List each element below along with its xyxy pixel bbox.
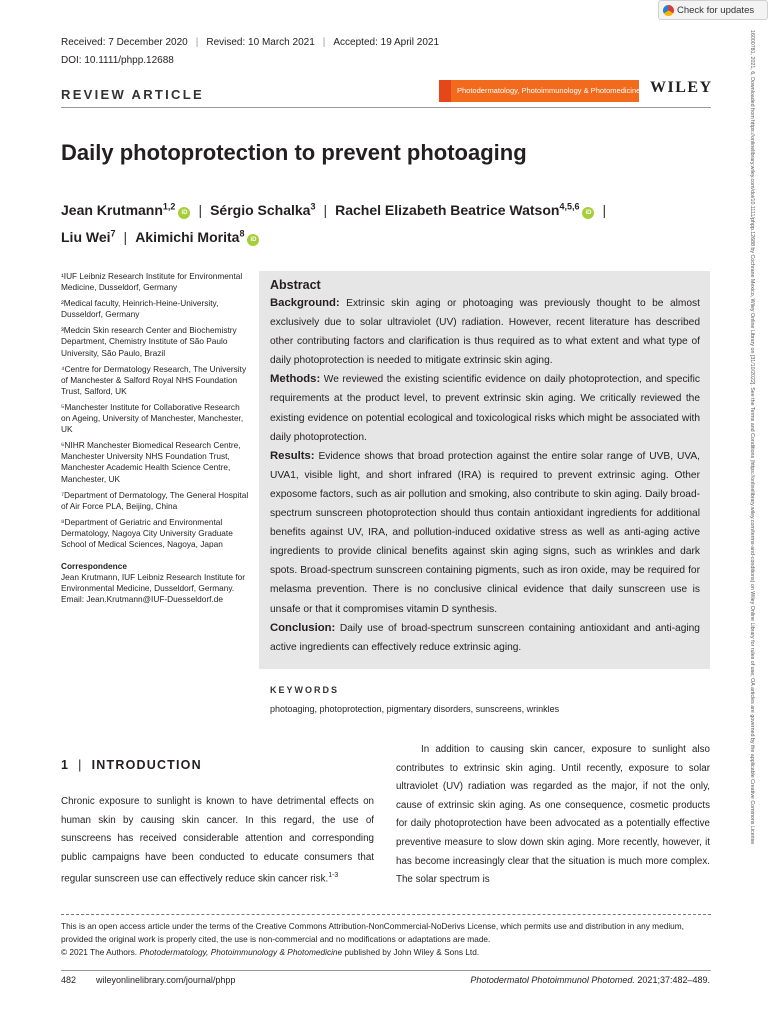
affiliation: ⁴Centre for Dermatology Research, The University of Manchester & Salford Royal NHS Foundation Trust, Salford, UK — [61, 363, 247, 396]
article-type: REVIEW ARTICLE — [61, 87, 204, 102]
article-title: Daily photoprotection to prevent photoaging — [61, 140, 527, 165]
abstract-results: Results: Evidence shows that broad protection against the entire solar range of UVB, UVA, UVA1, visible light, and short infrared (IRA) is required to prevent extrinsic aging. Other exposome factors, such as air pollution and smoking, also contribute to skin aging. Daily broad-spectrum sunscreen photoprotection should thus contain antioxidant ingredients for additional benefits against UV, IRA, and pollution-induced oxidative stress as well as anti-aging active ingredients to provide clinical benefits against skin aging signs, such as wrinkles and dark spots. Broad-spectrum sunscreen containing pigments, such as iron oxide, may be required for melasma prevention. There is no conclusive clinical evidence that daily sunscreen use is unsafe or that it compromises vitamin D synthesis. — [270, 449, 700, 615]
copyright-text: © 2021 The Authors. Photodermatology, Photoimmunology & Photomedicine published by John Wiley & Sons Ltd. — [61, 946, 480, 957]
affiliation: ⁷Department of Dermatology, The General Hospital of Air Force PLA, Beijing, China — [61, 489, 249, 511]
intro-paragraph-right: In addition to causing skin cancer, exposure to sunlight also contributes to extrinsic skin aging. Until recently, exposure to solar ultraviolet (UV) radiation was regarded as the major, if not the only, cause of extrinsic skin aging. As one consequence, cosmetic products for daily photoprotection have been advocated as a potentially effective preventive measure to slow down skin aging. More recently, however, it has become increasingly clear that the situation is much more complex. The solar spectrum is — [396, 744, 710, 886]
abstract-conclusion: Conclusion: Daily use of broad-spectrum sunscreen containing antioxidant and anti-aging active ingredients can effectively reduce extrinsic aging. — [270, 621, 700, 653]
footer-divider — [61, 970, 711, 971]
article-dates: Received: 7 December 2020 | Revised: 10 March 2021 | Accepted: 19 April 2021 — [61, 37, 440, 48]
citation-ref[interactable]: 1-3 — [328, 872, 339, 880]
section-heading-introduction: 1 | INTRODUCTION — [61, 758, 202, 772]
orcid-icon[interactable]: iD — [247, 234, 259, 246]
citation-line: Photodermatol Photoimmunol Photomed. 2021;37:482–489. — [470, 975, 710, 985]
footnote-divider — [61, 914, 711, 915]
journal-logo-icon — [439, 80, 451, 102]
affiliation: ¹IUF Leibniz Research Institute for Environmental Medicine, Dusseldorf, Germany — [61, 271, 243, 293]
affiliation: ⁵Manchester Institute for Collaborative Research on Ageing, University of Manchester, Manchester, UK — [61, 401, 244, 435]
affiliation: ⁶NIHR Manchester Biomedical Research Centre, Manchester University NHS Foundation Trust, Manchester Academic Health Science Centre, Manchester, UK — [61, 440, 241, 484]
orcid-icon[interactable]: iD — [582, 207, 594, 219]
author[interactable]: Liu Wei$^7$ — [61, 228, 116, 246]
accepted-date: Accepted: 19 April 2021 — [333, 37, 440, 48]
publisher-logo: WILEY — [650, 79, 713, 96]
doi[interactable]: DOI: 10.1111/phpp.12688 — [61, 55, 174, 66]
author[interactable]: Akimichi Morita$^8$iD — [135, 229, 259, 245]
abstract-background: Background: Extrinsic skin aging or photoaging was previously thought to be almost exclusively due to solar ultraviolet (UV) radiation. However, recent literature has described other contributing factors and clarification is thus required as to what extent and what type of daily photoprotection is needed to mitigate extrinsic skin aging. — [270, 297, 700, 367]
page-number: 482 — [61, 975, 77, 985]
author[interactable]: Sérgio Schalka$^3$ — [210, 201, 316, 218]
journal-banner-label: Photodermatology, Photoimmunology & Photomedicine — [457, 86, 641, 95]
check-for-updates-button[interactable] — [658, 0, 768, 20]
received-date: Received: 7 December 2020 — [61, 37, 188, 48]
abstract-box — [259, 271, 710, 669]
intro-paragraph-left: Chronic exposure to sunlight is known to have detrimental effects on human skin by causing skin cancer. In this regard, the use of sunscreens has received considerable attention and corresponding public campaigns have been conducted to educate consumers that regular sunscreen use can effectively reduce skin cancer risk.$^{1-3}$ — [61, 796, 374, 885]
correspondence-heading: Correspondence — [61, 561, 127, 572]
abstract-heading: Abstract — [270, 278, 321, 292]
affiliation: ²Medical faculty, Heinrich-Heine-University, Dusseldorf, Germany — [61, 298, 219, 320]
abstract-methods: Methods: We reviewed the existing scientific evidence on daily photoprotection, and specific requirements at the product level, to prevent extrinsic skin aging. We critically reviewed the existing evidence on potential ecological and toxicological risks which might be associated with daily photoprotection. — [270, 373, 700, 443]
orcid-icon[interactable]: iD — [178, 207, 190, 219]
check-for-updates-label: Check for updates — [677, 5, 755, 16]
keywords-text: photoaging, photoprotection, pigmentary disorders, sunscreens, wrinkles — [270, 704, 560, 714]
download-notice-margin — [747, 30, 757, 1005]
author[interactable]: Rachel Elizabeth Beatrice Watson$^{4,5,6}$iD — [335, 202, 594, 218]
affiliations — [61, 271, 251, 605]
affiliation: ⁸Department of Geriatric and Environmental Dermatology, Nagoya City University Graduate School of Medical Sciences, Nagoya, Japan — [61, 516, 233, 549]
revised-date: Revised: 10 March 2021 — [206, 37, 315, 48]
keywords-heading: KEYWORDS — [270, 685, 340, 695]
journal-banner[interactable] — [439, 80, 639, 102]
correspondence-email[interactable]: Email: Jean.Krutmann@IUF-Duesseldorf.de — [61, 594, 223, 605]
affiliation: ³Medcin Skin research Center and Biochemistry Department, Chemistry Institute of São Paulo University, São Paulo, Brazil — [61, 325, 237, 358]
journal-url[interactable]: wileyonlinelibrary.com/journal/phpp — [96, 975, 236, 985]
author[interactable]: Jean Krutmann$^{1,2}$iD — [61, 202, 190, 218]
header-divider — [61, 107, 711, 108]
author-list: Jean Krutmann$^{1,2}$iD | Sérgio Schalka$^3$ | Rachel Elizabeth Beatrice Watson$^{4,5,6}$iD | Liu Wei$^7$ | Akimichi Morita$^8$iD — [61, 201, 607, 246]
crossmark-icon — [663, 5, 674, 16]
download-notice-text: 16000781, 2021, 6, Downloaded from https://onlinelibrary.wiley.com/doi/10.1111/phpp.12688 by Cochrane Mexico, Wiley Online Library on [31/10/2022]. See the Terms and Conditions (https://onlinelibrary.wiley.com/terms-and-conditions) on Wiley Online Library for rules of use; OA articles are governed by the applicable Creative Commons License — [749, 30, 755, 845]
license-footnote — [61, 920, 711, 958]
license-text: This is an open access article under the terms of the Creative Commons Attribution-NonCommercial-NoDerivs License, which permits use and distribution in any medium, provided the original work is properly cited, the use is non-commercial and no modifications or adaptations are made. — [61, 921, 684, 944]
correspondence-text: Jean Krutmann, IUF Leibniz Research Institute for Environmental Medicine, Dusseldorf, Germany. — [61, 572, 246, 594]
